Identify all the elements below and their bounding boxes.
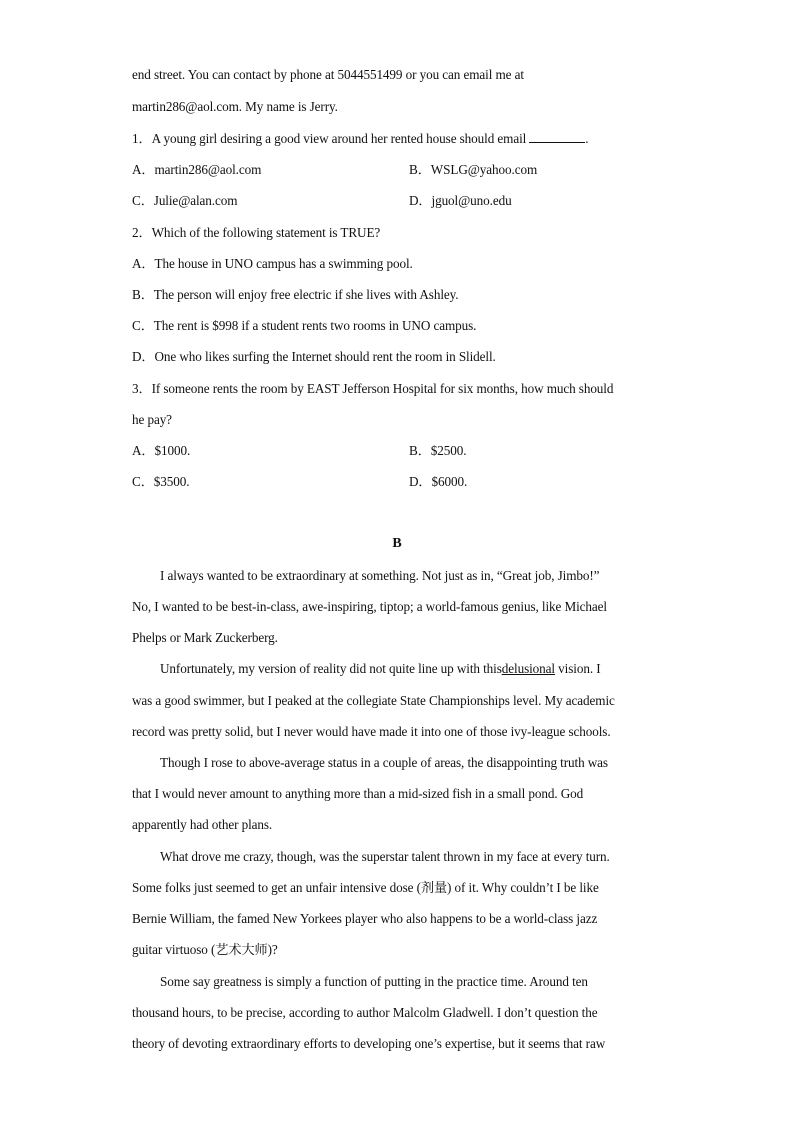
- p3-line-1: Though I rose to above-average status in a couple of areas, the disappointing truth was: [160, 755, 608, 770]
- p2-line-1-post: vision. I: [554, 661, 601, 676]
- question-3-option-c: C．$3500.: [132, 474, 190, 489]
- question-3-stem-line-2: he pay?: [132, 412, 172, 427]
- p2-line-1: [160, 660, 601, 678]
- question-2-option-a: A．The house in UNO campus has a swimming pool.: [132, 256, 413, 271]
- question-2-option-c: C．The rent is $998 if a student rents two rooms in UNO campus.: [132, 318, 477, 333]
- p1-line-2: No, I wanted to be best-in-class, awe-inspiring, tiptop; a world-famous genius, like Michael: [132, 599, 607, 614]
- p2-line-1-pre: Unfortunately, my version of reality did not quite line up with this: [160, 661, 502, 676]
- section-b-heading: B: [392, 536, 402, 551]
- p4-line-4: guitar virtuoso (艺术大师)?: [132, 942, 278, 957]
- underlined-word-delusional: delusional: [501, 661, 555, 676]
- p5-line-2: thousand hours, to be precise, according to author Malcolm Gladwell. I don’t question the: [132, 1005, 598, 1020]
- passage-a-line-1: end street. You can contact by phone at 5044551499 or you can email me at: [132, 67, 524, 82]
- p4-line-2: Some folks just seemed to get an unfair intensive dose (剂量) of it. Why couldn’t I be like: [132, 880, 599, 895]
- question-3-stem-line-1: 3．If someone rents the room by EAST Jefferson Hospital for six months, how much should: [132, 381, 614, 396]
- question-1-option-b: B．WSLG@yahoo.com: [409, 162, 538, 177]
- p3-line-2: that I would never amount to anything more than a mid-sized fish in a small pond. God: [132, 786, 584, 801]
- question-1-end: .: [585, 131, 589, 146]
- p1-line-1: I always wanted to be extraordinary at something. Not just as in, “Great job, Jimbo!”: [160, 568, 600, 583]
- passage-a-line-2: martin286@aol.com. My name is Jerry.: [132, 99, 338, 114]
- p1-line-3: Phelps or Mark Zuckerberg.: [132, 630, 278, 645]
- question-1-option-a: A．martin286@aol.com: [132, 162, 262, 177]
- p2-line-2: was a good swimmer, but I peaked at the collegiate State Championships level. My academic: [132, 693, 615, 708]
- answer-blank: [529, 130, 585, 143]
- p5-line-1: Some say greatness is simply a function of putting in the practice time. Around ten: [160, 974, 588, 989]
- question-2-option-d: D．One who likes surfing the Internet should rent the room in Slidell.: [132, 349, 496, 364]
- p5-line-3: theory of devoting extraordinary efforts to developing one’s expertise, but it seems that raw: [132, 1036, 606, 1051]
- question-3-option-a: A．$1000.: [132, 443, 191, 458]
- p3-line-3: apparently had other plans.: [132, 817, 273, 832]
- question-1-text: 1．A young girl desiring a good view around her rented house should email: [132, 131, 527, 146]
- question-3-option-b: B．$2500.: [409, 443, 467, 458]
- question-1-stem: [132, 130, 588, 148]
- question-1-option-d: D．jguol@uno.edu: [409, 193, 512, 208]
- p2-line-3: record was pretty solid, but I never would have made it into one of those ivy-league schools.: [132, 724, 611, 739]
- p4-line-3: Bernie William, the famed New Yorkees player who also happens to be a world-class jazz: [132, 911, 598, 926]
- question-1-option-c: C．Julie@alan.com: [132, 193, 238, 208]
- question-2-stem: 2．Which of the following statement is TRUE?: [132, 225, 381, 240]
- question-2-option-b: B．The person will enjoy free electric if she lives with Ashley.: [132, 287, 459, 302]
- question-3-option-d: D．$6000.: [409, 474, 468, 489]
- p4-line-1: What drove me crazy, though, was the superstar talent thrown in my face at every turn.: [160, 849, 610, 864]
